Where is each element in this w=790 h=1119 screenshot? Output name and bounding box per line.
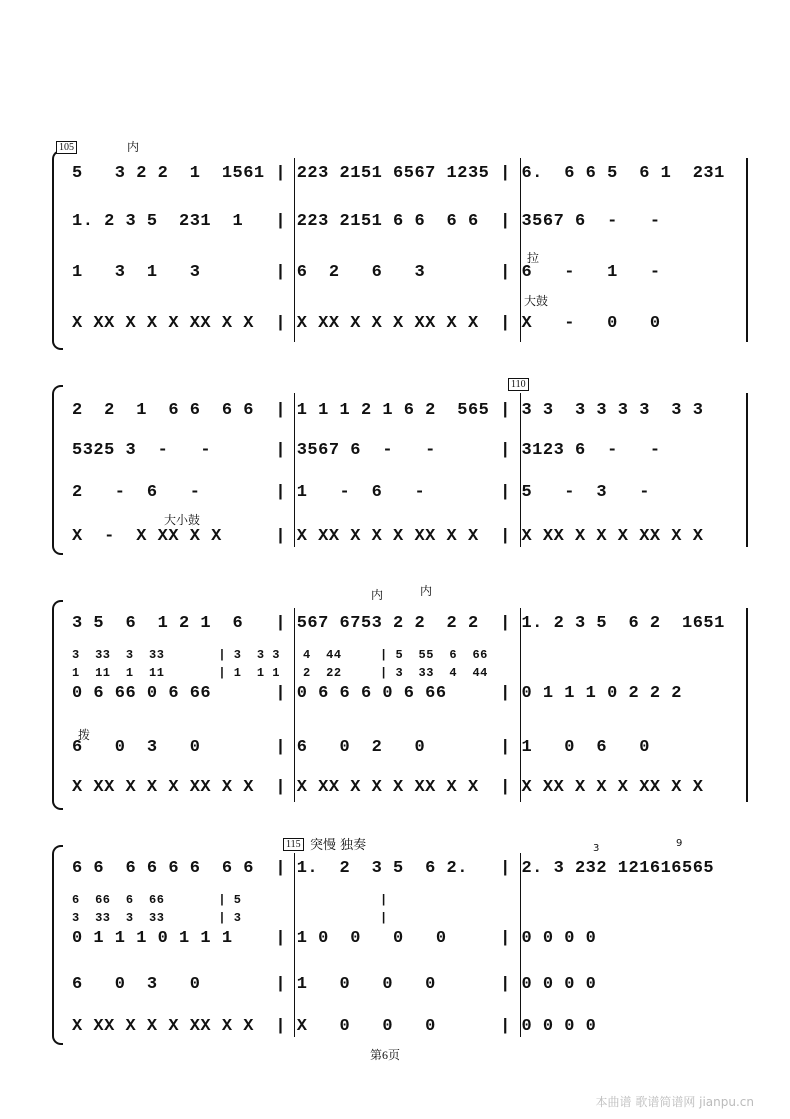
staff-line: 3 33 3 33 | 3 |	[72, 911, 388, 925]
measure-number: 115	[283, 838, 304, 851]
system-brace	[52, 385, 63, 555]
performance-marking: 拨	[78, 728, 91, 742]
tempo-marking: 突慢 独奏	[310, 838, 367, 853]
watermark: 本曲谱 歌谱简谱网 jianpu.cn	[595, 1095, 754, 1109]
staff-line: 1 3 1 3 | 6 2 6 3 | 6 - 1 -	[72, 263, 661, 282]
staff-line: X - X XX X X | X XX X X X XX X X | X XX X X X XX X X	[72, 527, 704, 546]
staff-line: 6 0 3 0 | 6 0 2 0 | 1 0 6 0	[72, 738, 650, 757]
measure-number: 110	[508, 378, 529, 391]
system-2	[58, 385, 748, 555]
staff-line: X XX X X X XX X X | X 0 0 0 | 0 0 0 0	[72, 1017, 597, 1036]
staff-line: 3 33 3 33 | 3 3 3 4 44 | 5 55 6 66	[72, 648, 488, 662]
system-1	[58, 150, 748, 350]
system-brace	[52, 845, 63, 1045]
system-brace	[52, 600, 63, 810]
staff-line: 1 11 1 11 | 1 1 1 2 22 | 3 33 4 44	[72, 666, 488, 680]
staff-line: 0 1 1 1 0 1 1 1 | 1 0 0 0 0 | 0 0 0 0	[72, 929, 597, 948]
staff-line: X XX X X X XX X X | X XX X X X XX X X | X XX X X X XX X X	[72, 778, 704, 797]
system-4	[58, 845, 748, 1045]
staff-line: 6 6 6 6 6 6 6 6 | 1. 2 3 5 6 2. | 2. 3 232 121616565	[72, 859, 715, 878]
staff-line: 5325 3 - - | 3567 6 - - | 3123 6 - -	[72, 441, 661, 460]
staff-line: 0 6 66 0 6 66 | 0 6 6 6 0 6 66 | 0 1 1 1 0 2 2 2	[72, 684, 682, 703]
staff-line: X XX X X X XX X X | X XX X X X XX X X | X - 0 0	[72, 314, 661, 333]
performance-marking: 大鼓	[524, 294, 549, 308]
measure-number: 105	[56, 141, 77, 154]
performance-marking: 内	[371, 588, 384, 602]
staff-line: 6 0 3 0 | 1 0 0 0 | 0 0 0 0	[72, 975, 597, 994]
performance-marking: 内	[127, 140, 140, 154]
system-brace	[52, 150, 63, 350]
performance-marking: 大小鼓	[164, 513, 201, 527]
staff-line: 2 - 6 - | 1 - 6 - | 5 - 3 -	[72, 483, 650, 502]
staff-line: 3 5 6 1 2 1 6 | 567 6753 2 2 2 2 | 1. 2 3 5 6 2 1651	[72, 614, 725, 633]
page-number: 第6页	[370, 1048, 401, 1062]
staff-line: 5 3 2 2 1 1561 | 223 2151 6567 1235 | 6. 6 6 5 6 1 231	[72, 164, 725, 183]
performance-marking: 拉	[527, 251, 540, 265]
staff-line: 1. 2 3 5 231 1 | 223 2151 6 6 6 6 | 3567 6 - -	[72, 212, 661, 231]
staff-line: 2 2 1 6 6 6 6 | 1 1 1 2 1 6 2 565 | 3 3 3 3 3 3 3 3	[72, 401, 704, 420]
performance-marking: 内	[420, 584, 433, 598]
staff-line: 6 66 6 66 | 5 |	[72, 893, 388, 907]
tuplet-marking: 3	[593, 843, 600, 854]
tuplet-marking: 9	[676, 838, 683, 849]
system-3	[58, 600, 748, 810]
